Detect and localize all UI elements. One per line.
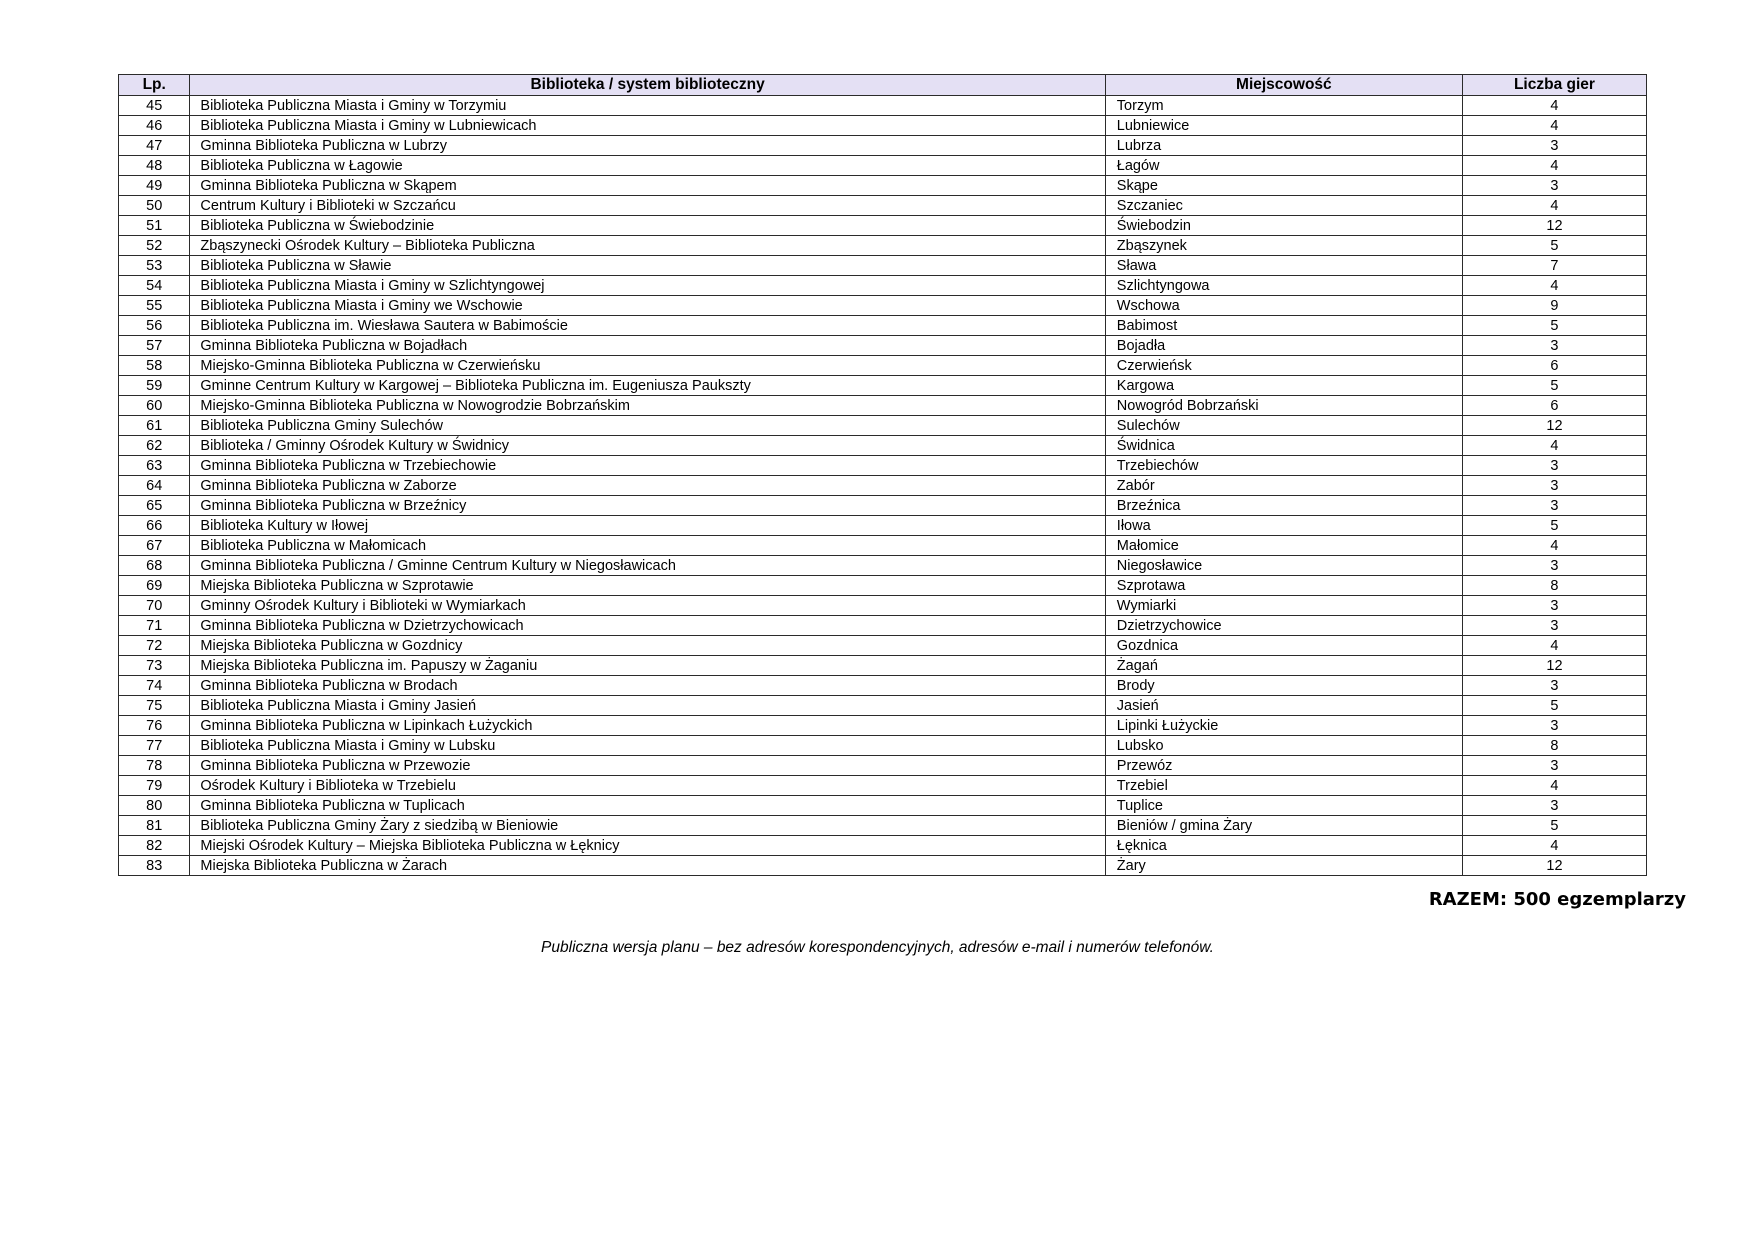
table-body [119,96,1647,876]
cell-library: Gminna Biblioteka Publiczna w Przewozie [190,756,1105,776]
table-row [119,516,1647,536]
cell-library: Ośrodek Kultury i Biblioteka w Trzebielu [190,776,1105,796]
cell-library: Biblioteka Kultury w Iłowej [190,516,1105,536]
cell-lp: 68 [119,556,190,576]
cell-place: Lubniewice [1105,116,1462,136]
cell-library: Gminna Biblioteka Publiczna w Zaborze [190,476,1105,496]
cell-lp: 63 [119,456,190,476]
cell-library: Zbąszynecki Ośrodek Kultury – Biblioteka Publiczna [190,236,1105,256]
cell-place: Kargowa [1105,376,1462,396]
cell-place: Czerwieńsk [1105,356,1462,376]
cell-place: Bojadła [1105,336,1462,356]
cell-library: Centrum Kultury i Biblioteki w Szczańcu [190,196,1105,216]
cell-place: Babimost [1105,316,1462,336]
table-row [119,416,1647,436]
cell-lp: 45 [119,96,190,116]
cell-lp: 78 [119,756,190,776]
cell-lp: 59 [119,376,190,396]
table-row [119,596,1647,616]
cell-place: Torzym [1105,96,1462,116]
cell-count: 12 [1462,656,1646,676]
cell-lp: 71 [119,616,190,636]
cell-count: 8 [1462,576,1646,596]
cell-lp: 60 [119,396,190,416]
table-row [119,856,1647,876]
cell-count: 5 [1462,696,1646,716]
cell-lp: 61 [119,416,190,436]
cell-lp: 62 [119,436,190,456]
table-row [119,136,1647,156]
table-row [119,476,1647,496]
cell-library: Biblioteka Publiczna Miasta i Gminy w Szlichtyngowej [190,276,1105,296]
cell-place: Trzebiechów [1105,456,1462,476]
cell-count: 6 [1462,396,1646,416]
cell-count: 4 [1462,776,1646,796]
cell-count: 4 [1462,116,1646,136]
cell-lp: 56 [119,316,190,336]
cell-place: Jasień [1105,696,1462,716]
cell-library: Biblioteka Publiczna w Sławie [190,256,1105,276]
cell-place: Sulechów [1105,416,1462,436]
cell-library: Gminna Biblioteka Publiczna w Lipinkach Łużyckich [190,716,1105,736]
table-header-row [119,75,1647,96]
table-row [119,796,1647,816]
cell-lp: 57 [119,336,190,356]
cell-place: Bieniów / gmina Żary [1105,816,1462,836]
table-row [119,156,1647,176]
cell-lp: 49 [119,176,190,196]
cell-place: Wschowa [1105,296,1462,316]
cell-lp: 66 [119,516,190,536]
cell-place: Brzeźnica [1105,496,1462,516]
table-row [119,236,1647,256]
cell-count: 12 [1462,856,1646,876]
cell-place: Lubrza [1105,136,1462,156]
cell-lp: 83 [119,856,190,876]
cell-place: Skąpe [1105,176,1462,196]
cell-library: Biblioteka Publiczna w Małomicach [190,536,1105,556]
cell-lp: 55 [119,296,190,316]
cell-count: 4 [1462,636,1646,656]
cell-lp: 46 [119,116,190,136]
cell-library: Gminna Biblioteka Publiczna w Dzietrzychowicach [190,616,1105,636]
cell-library: Gminne Centrum Kultury w Kargowej – Biblioteka Publiczna im. Eugeniusza Paukszty [190,376,1105,396]
table-row [119,276,1647,296]
table-row [119,656,1647,676]
cell-lp: 73 [119,656,190,676]
cell-library: Miejska Biblioteka Publiczna w Szprotawie [190,576,1105,596]
cell-place: Małomice [1105,536,1462,556]
cell-lp: 75 [119,696,190,716]
cell-count: 5 [1462,316,1646,336]
cell-lp: 67 [119,536,190,556]
cell-library: Miejsko-Gminna Biblioteka Publiczna w Czerwieńsku [190,356,1105,376]
cell-library: Gminna Biblioteka Publiczna w Tuplicach [190,796,1105,816]
cell-place: Dzietrzychowice [1105,616,1462,636]
cell-library: Gminna Biblioteka Publiczna w Brzeźnicy [190,496,1105,516]
cell-library: Gminna Biblioteka Publiczna / Gminne Centrum Kultury w Niegosławicach [190,556,1105,576]
cell-place: Nowogród Bobrzański [1105,396,1462,416]
cell-count: 4 [1462,96,1646,116]
cell-place: Zabór [1105,476,1462,496]
cell-library: Biblioteka Publiczna Miasta i Gminy w Lubniewicach [190,116,1105,136]
table-row [119,696,1647,716]
cell-place: Niegosławice [1105,556,1462,576]
cell-count: 7 [1462,256,1646,276]
cell-library: Biblioteka / Gminny Ośrodek Kultury w Świdnicy [190,436,1105,456]
cell-count: 3 [1462,676,1646,696]
cell-count: 3 [1462,476,1646,496]
table-row [119,196,1647,216]
cell-lp: 47 [119,136,190,156]
table-row [119,256,1647,276]
table-row [119,336,1647,356]
cell-library: Miejska Biblioteka Publiczna w Gozdnicy [190,636,1105,656]
cell-count: 6 [1462,356,1646,376]
cell-library: Gminna Biblioteka Publiczna w Lubrzy [190,136,1105,156]
cell-count: 12 [1462,416,1646,436]
cell-place: Trzebiel [1105,776,1462,796]
cell-place: Łagów [1105,156,1462,176]
public-version-note: Publiczna wersja planu – bez adresów korespondencyjnych, adresów e-mail i numerów telefonów. [541,939,1214,956]
cell-count: 5 [1462,236,1646,256]
table-row [119,836,1647,856]
table-row [119,296,1647,316]
cell-count: 3 [1462,756,1646,776]
cell-place: Iłowa [1105,516,1462,536]
cell-count: 4 [1462,196,1646,216]
cell-count: 3 [1462,336,1646,356]
cell-library: Biblioteka Publiczna w Świebodzinie [190,216,1105,236]
cell-place: Sława [1105,256,1462,276]
cell-lp: 70 [119,596,190,616]
cell-place: Gozdnica [1105,636,1462,656]
cell-place: Żary [1105,856,1462,876]
cell-count: 3 [1462,556,1646,576]
cell-count: 5 [1462,816,1646,836]
cell-library: Biblioteka Publiczna Miasta i Gminy w Torzymiu [190,96,1105,116]
table-row [119,376,1647,396]
table-row [119,116,1647,136]
table-row [119,556,1647,576]
cell-count: 8 [1462,736,1646,756]
table-row [119,536,1647,556]
table-row [119,576,1647,596]
table-row [119,716,1647,736]
cell-count: 3 [1462,616,1646,636]
cell-library: Gminna Biblioteka Publiczna w Bojadłach [190,336,1105,356]
table-row [119,736,1647,756]
cell-library: Biblioteka Publiczna im. Wiesława Sautera w Babimoście [190,316,1105,336]
cell-library: Miejska Biblioteka Publiczna w Żarach [190,856,1105,876]
table-row [119,676,1647,696]
cell-lp: 81 [119,816,190,836]
cell-count: 3 [1462,796,1646,816]
cell-place: Świdnica [1105,436,1462,456]
cell-lp: 72 [119,636,190,656]
cell-place: Lipinki Łużyckie [1105,716,1462,736]
table-row [119,396,1647,416]
cell-library: Gminna Biblioteka Publiczna w Brodach [190,676,1105,696]
cell-place: Szprotawa [1105,576,1462,596]
cell-count: 3 [1462,176,1646,196]
cell-count: 12 [1462,216,1646,236]
cell-lp: 80 [119,796,190,816]
cell-place: Zbąszynek [1105,236,1462,256]
cell-lp: 65 [119,496,190,516]
cell-place: Szczaniec [1105,196,1462,216]
cell-count: 3 [1462,136,1646,156]
table-row [119,776,1647,796]
cell-library: Gminna Biblioteka Publiczna w Skąpem [190,176,1105,196]
table-row [119,176,1647,196]
table-row [119,436,1647,456]
cell-lp: 74 [119,676,190,696]
cell-lp: 52 [119,236,190,256]
column-header-lp: Lp. [119,75,190,96]
table-row [119,456,1647,476]
cell-count: 4 [1462,836,1646,856]
cell-place: Wymiarki [1105,596,1462,616]
table-row [119,316,1647,336]
cell-place: Przewóz [1105,756,1462,776]
cell-lp: 51 [119,216,190,236]
column-header-count: Liczba gier [1462,75,1646,96]
cell-lp: 58 [119,356,190,376]
cell-lp: 76 [119,716,190,736]
column-header-place: Miejscowość [1105,75,1462,96]
cell-library: Miejsko-Gminna Biblioteka Publiczna w Nowogrodzie Bobrzańskim [190,396,1105,416]
table-row [119,756,1647,776]
cell-count: 9 [1462,296,1646,316]
table-row [119,816,1647,836]
cell-lp: 77 [119,736,190,756]
cell-library: Biblioteka Publiczna Miasta i Gminy we Wschowie [190,296,1105,316]
cell-count: 4 [1462,436,1646,456]
table-row [119,496,1647,516]
cell-count: 5 [1462,376,1646,396]
cell-place: Tuplice [1105,796,1462,816]
cell-count: 3 [1462,456,1646,476]
table-row [119,356,1647,376]
cell-lp: 82 [119,836,190,856]
cell-library: Miejska Biblioteka Publiczna im. Papuszy w Żaganiu [190,656,1105,676]
cell-library: Biblioteka Publiczna Gminy Sulechów [190,416,1105,436]
cell-library: Biblioteka Publiczna Miasta i Gminy Jasień [190,696,1105,716]
cell-place: Świebodzin [1105,216,1462,236]
table-row [119,96,1647,116]
library-games-table [118,74,1647,876]
cell-place: Łęknica [1105,836,1462,856]
cell-count: 5 [1462,516,1646,536]
cell-lp: 69 [119,576,190,596]
cell-place: Lubsko [1105,736,1462,756]
cell-library: Miejski Ośrodek Kultury – Miejska Biblioteka Publiczna w Łęknicy [190,836,1105,856]
cell-place: Szlichtyngowa [1105,276,1462,296]
cell-lp: 54 [119,276,190,296]
cell-count: 4 [1462,536,1646,556]
cell-lp: 79 [119,776,190,796]
total-summary: RAZEM: 500 egzemplarzy [1428,889,1686,910]
cell-place: Żagań [1105,656,1462,676]
table-row [119,216,1647,236]
column-header-library: Biblioteka / system biblioteczny [190,75,1105,96]
cell-count: 3 [1462,496,1646,516]
cell-library: Biblioteka Publiczna Gminy Żary z siedzibą w Bieniowie [190,816,1105,836]
cell-library: Biblioteka Publiczna w Łagowie [190,156,1105,176]
table-row [119,616,1647,636]
cell-library: Gminny Ośrodek Kultury i Biblioteki w Wymiarkach [190,596,1105,616]
cell-count: 4 [1462,156,1646,176]
cell-place: Brody [1105,676,1462,696]
cell-lp: 64 [119,476,190,496]
cell-lp: 53 [119,256,190,276]
cell-count: 3 [1462,716,1646,736]
table-row [119,636,1647,656]
cell-count: 3 [1462,596,1646,616]
cell-count: 4 [1462,276,1646,296]
table-header [119,75,1647,96]
cell-library: Gminna Biblioteka Publiczna w Trzebiechowie [190,456,1105,476]
cell-lp: 50 [119,196,190,216]
cell-library: Biblioteka Publiczna Miasta i Gminy w Lubsku [190,736,1105,756]
cell-lp: 48 [119,156,190,176]
